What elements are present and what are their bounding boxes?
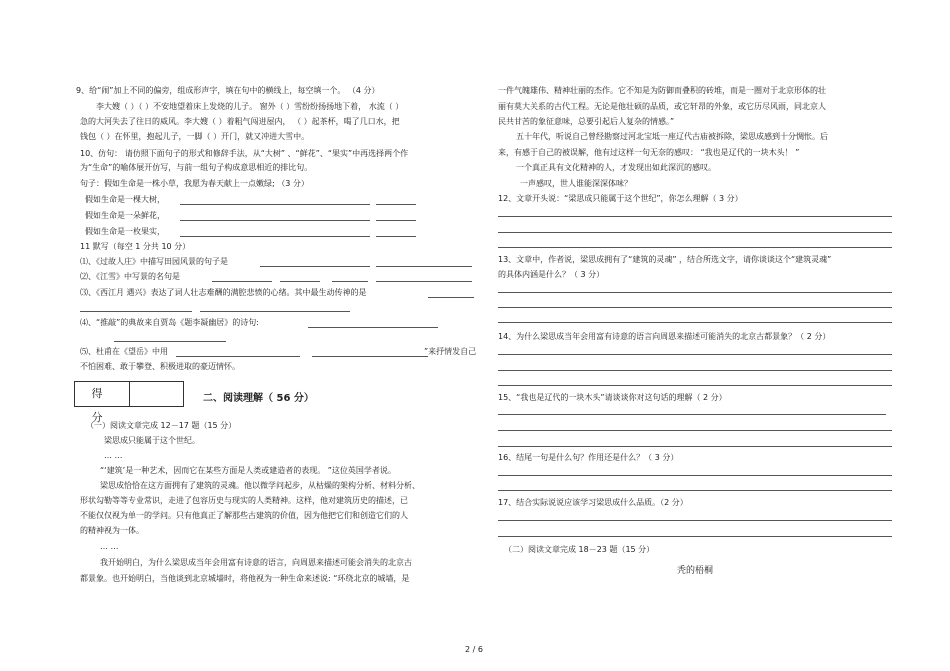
q11-item-3: ⑶、《西江月 遇兴》表达了词人壮志难酬的满腔悲愤的心绪。其中最生动传神的是	[80, 288, 367, 297]
passage-line: 一件气魄雄伟、精神壮丽的杰作。它不知是为防御而叠积的砖堆，而是一圈对于北京形体的壮	[498, 86, 826, 95]
reading-1-heading: （一）阅读文章完成 12－17 题（15 分）	[86, 421, 237, 430]
essay-title: 秃的梧桐	[677, 566, 714, 576]
score-label: 得 分	[75, 382, 130, 406]
q11-item-5-cont: 不怕困难、敢于攀登、积极进取的豪迈情怀。	[80, 362, 240, 371]
q10-instruction: 10、仿句： 请仿照下面句子的形式和修辞手法，从“大树” 、“鲜花”、“果实”中再选择两个作	[80, 149, 409, 158]
answer-line[interactable]	[200, 311, 350, 312]
answer-line[interactable]	[280, 281, 320, 282]
question-16: 16、结尾一句是什么句？作用还是什么？（ 3 分）	[498, 453, 679, 462]
answer-line[interactable]	[376, 204, 416, 205]
q9-line-3: 钱包（ ）在怀里，抱起儿子，一脚（ ）开门，就又冲进大雪中。	[80, 132, 310, 141]
passage-line: 不能仅仅视为单一的学问。只有他真正了解那些古建筑的价值，因为他把它们和创造它们的人	[80, 511, 408, 520]
answer-line[interactable]	[176, 356, 300, 357]
q10-item-tree: 假如生命是一棵大树，	[85, 195, 165, 204]
answer-line[interactable]	[260, 266, 370, 267]
score-box	[74, 381, 184, 424]
answer-line[interactable]	[498, 232, 892, 233]
answer-line[interactable]	[308, 327, 438, 328]
q11-item-5: ⑸、杜甫在《望岳》中用	[80, 347, 168, 356]
q9-instruction: 9、给“闹”加上不同的偏旁，组成形声字，填在句中的横线上，每空填一个。 （4 分）	[76, 86, 380, 95]
q10-instruction-2: 为“生命”的喻体展开仿写，与前一组句子构成意思相近的排比句。	[80, 163, 313, 172]
answer-line[interactable]	[498, 430, 892, 431]
answer-line[interactable]	[498, 385, 892, 386]
passage-line: 丽有莫大关系的古代工程。无论是他壮硕的品质，或它轩昂的外象，或它历尽风雨，同北京人	[498, 102, 826, 111]
answer-line[interactable]	[376, 220, 416, 221]
q10-item-fruit: 假如生命是一枚果实，	[85, 227, 165, 236]
answer-line[interactable]	[332, 281, 368, 282]
question-14: 14、为什么梁思成当年会用富有诗意的语言向周恩来描述可能消失的北京古都景象？（ 2 分）	[498, 332, 831, 341]
passage-line: 梁思成只能属于这个世纪。	[104, 436, 200, 445]
page-number: 2 / 6	[465, 645, 483, 654]
answer-line[interactable]	[498, 446, 892, 447]
q10-example: 句子：假如生命是一株小草，我愿为春天献上一点嫩绿; （3 分）	[80, 179, 309, 188]
answer-line[interactable]	[428, 297, 474, 298]
answer-line[interactable]	[498, 370, 892, 371]
answer-line[interactable]	[498, 216, 892, 217]
q11-item-2: ⑵、《江雪》中写景的名句是	[80, 272, 180, 281]
answer-line[interactable]	[498, 292, 892, 293]
passage-line: 梁思成恰恰在这方面拥有了建筑的灵魂。他以微学问起步，从枯燥的架构分析、材料分析、	[100, 481, 420, 490]
q11-item-4: ⑷、“推敲”的典故来自贾岛《题李凝幽居》的诗句:	[80, 318, 259, 327]
answer-line[interactable]	[498, 520, 892, 521]
answer-line[interactable]	[114, 341, 226, 342]
passage-line: 都景象。也开始明白，当他谈到北京城墙时，将他视为一种生命来述说: “环绕北京的城墙，是	[80, 574, 410, 583]
answer-line[interactable]	[376, 281, 472, 282]
q11-item-5-suffix: ”来抒情发自己	[424, 347, 477, 356]
question-17: 17、结合实际说说应该学习梁思成什么品质。（2 分）	[498, 498, 688, 507]
q11-title: 11 默写（每空 1 分共 10 分）	[80, 242, 191, 251]
passage-line: 民共甘苦的象征意味，总要引起后人复杂的情感。”	[498, 117, 675, 126]
q11-item-1: ⑴、《过故人庄》中描写田园风景的句子是	[80, 257, 228, 266]
passage-line: 一个真正具有文化精神的人，才发现出如此深沉的感叹。	[516, 163, 716, 172]
answer-line[interactable]	[498, 414, 886, 415]
answer-line[interactable]	[498, 490, 892, 491]
q10-item-flower: 假如生命是一朵鲜花，	[85, 211, 165, 220]
section-title: 二、阅读理解（ 56 分）	[203, 393, 314, 404]
answer-line[interactable]	[498, 247, 892, 248]
answer-line[interactable]	[312, 356, 428, 357]
answer-line[interactable]	[212, 281, 272, 282]
answer-line[interactable]	[498, 322, 892, 323]
question-15: 15、“我也是辽代的一块木头”请谈谈你对这句话的理解（ 2 分）	[498, 393, 727, 402]
passage-line: 来，有感于自己的被误解，他有过这样一句无奈的感叹： “我也是辽代的一块木头！ ”	[498, 148, 800, 157]
passage-line: 五十年代，听说自己曾经勘察过河北宝坻一座辽代古庙被拆除，梁思成感到十分惆怅。后	[516, 132, 828, 141]
passage-line: 形状勾勒等等专业常识，走进了包容历史与现实的人类精神。这样，他对建筑历史的描述，已	[80, 496, 408, 505]
passage-ellipsis: … …	[104, 451, 123, 460]
passage-line: 的精神视为一体。	[80, 526, 144, 535]
passage-ellipsis: … …	[100, 542, 119, 551]
q9-line-1: 李大嫂（ ）（ ）不安地望着床上发烧的儿子。 窗外（ ）雪纷纷扬扬地下着， 水流（ ）	[96, 102, 404, 111]
reading-2-heading: （二）阅读文章完成 18－23 题（15 分）	[504, 545, 655, 554]
question-13: 13、文章中，作者说，梁思成拥有了“建筑的灵魂” ，结合所选文字，请你谈谈这个“建筑灵魂”	[498, 255, 832, 264]
answer-line[interactable]	[180, 236, 370, 237]
passage-line: 我开始明白，为什么梁思成当年会用富有诗意的语言，向周恩来描述可能会消失的北京古	[100, 558, 412, 567]
answer-line[interactable]	[180, 204, 370, 205]
answer-line[interactable]	[498, 475, 892, 476]
passage-line: 一声感叹，世人谁能深深体味？	[520, 179, 632, 188]
answer-line[interactable]	[498, 307, 892, 308]
question-13-cont: 的具体内涵是什么？（ 3 分）	[498, 270, 605, 279]
answer-line[interactable]	[498, 354, 892, 355]
answer-line[interactable]	[376, 266, 472, 267]
question-12: 12、文章开头说：“梁思成只能属于这个世纪”，你怎么理解（ 3 分）	[498, 194, 743, 203]
q9-line-2: 急的大河失去了往日的威风。李大嫂（ ）着粗气闯进屋内， （ ）起茶杯，喝了几口水，把	[80, 117, 400, 126]
passage-line: “‘建筑’是一种艺术，因而它在某些方面是人类或建造者的表现。 ”这位英国学者说。	[100, 466, 396, 475]
answer-line[interactable]	[180, 220, 370, 221]
answer-line[interactable]	[80, 311, 192, 312]
answer-line[interactable]	[376, 236, 416, 237]
answer-line[interactable]	[498, 536, 892, 537]
